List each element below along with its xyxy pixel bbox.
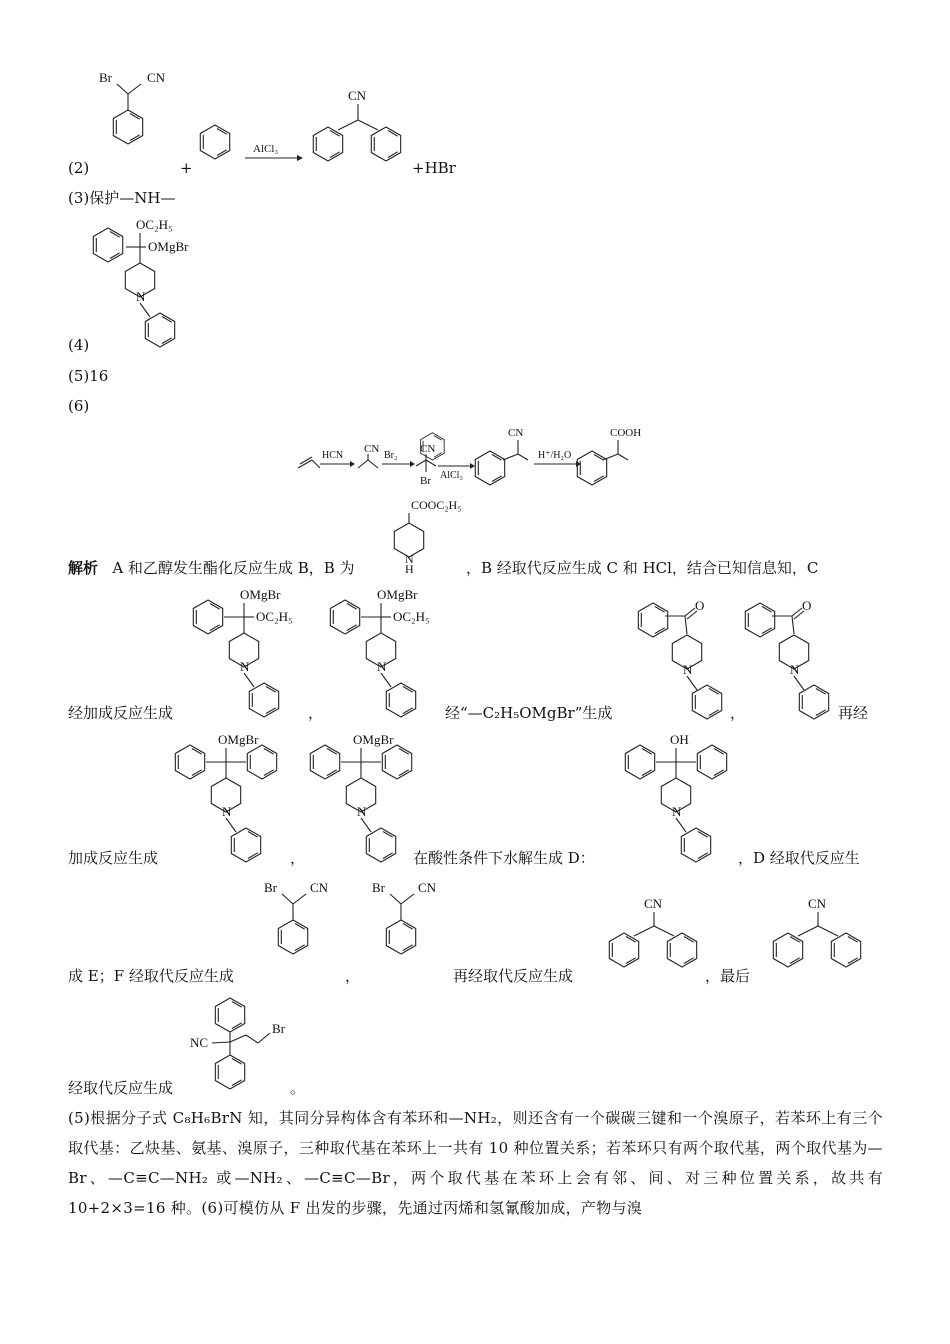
item-2-label: (2): [68, 159, 90, 177]
svg-text:Br: Br: [420, 475, 431, 487]
analysis-text-4b: 再经取代反应生成: [453, 967, 574, 985]
item-3-text: (3)保护—NH—: [68, 189, 176, 207]
svg-text:CN: CN: [508, 427, 524, 439]
analysis-text-2b: 经“—C₂H₅OMgBr”生成: [445, 704, 613, 722]
svg-text:OC₂H₅: OC₂H₅: [393, 609, 430, 624]
item-5-answer: (5)16: [68, 367, 109, 385]
comma: ，: [345, 967, 361, 985]
svg-text:N: N: [683, 662, 693, 677]
svg-text:AlCl₃: AlCl₃: [253, 143, 279, 155]
diphenyl-omgbr-structure-2: [305, 730, 425, 865]
svg-text:OMgBr: OMgBr: [377, 587, 418, 602]
analysis-label: 解析: [68, 559, 99, 577]
item-4-label: (4): [68, 336, 90, 354]
analysis-text-2a: 经加成反应生成: [68, 704, 174, 722]
svg-text:OMgBr: OMgBr: [240, 587, 281, 602]
ketone-structure-2: [742, 592, 842, 722]
analysis-text-1a: A 和乙醇发生酯化反应生成 B，B 为: [112, 559, 355, 577]
analysis-text-4a: 成 E；F 经取代反应生成: [68, 967, 234, 985]
compound-d-structure: [620, 730, 740, 865]
svg-text:N: N: [790, 662, 800, 677]
analysis-text-5b: 。: [290, 1079, 306, 1097]
analysis-text-2c: 再经: [838, 704, 869, 722]
analysis-text-5a: 经取代反应生成: [68, 1079, 174, 1097]
svg-text:H⁺/H₂O: H⁺/H₂O: [538, 450, 572, 461]
svg-text:Br: Br: [99, 70, 112, 85]
analysis-line-1: [68, 558, 355, 578]
analysis-text-4c: ，最后: [705, 967, 751, 985]
analysis-text-3c: ，D 经取代反应生: [738, 849, 860, 867]
svg-text:Br₂: Br₂: [384, 450, 398, 461]
svg-text:N: N: [357, 804, 367, 819]
plus-sign: +: [180, 159, 193, 177]
alcl3-arrow: [245, 140, 305, 170]
c-omgbr-oc2h5-structure-2: [325, 585, 455, 720]
svg-text:CN: CN: [644, 896, 663, 911]
svg-text:H: H: [405, 562, 414, 576]
comma: ，: [308, 704, 324, 722]
svg-text:N: N: [672, 804, 682, 819]
comma: ，: [290, 849, 306, 867]
svg-text:COOC₂H₅: COOC₂H₅: [411, 498, 462, 512]
svg-text:N: N: [377, 659, 387, 674]
svg-text:OMgBr: OMgBr: [218, 732, 259, 747]
diphenylacetonitrile-structure-2: [762, 890, 872, 980]
svg-text:COOH: COOH: [610, 427, 642, 439]
svg-text:N: N: [405, 552, 414, 566]
svg-text:CN: CN: [364, 443, 380, 455]
diphenylacetonitrile-structure: [300, 82, 410, 182]
item-6-label: (6): [68, 397, 90, 415]
svg-text:Br: Br: [264, 880, 277, 895]
comma: ，: [730, 704, 746, 722]
item-4-structure: [88, 215, 228, 350]
svg-text:CN: CN: [147, 70, 166, 85]
svg-text:NC: NC: [190, 1035, 209, 1050]
hbr-product: +HBr: [412, 159, 456, 177]
analysis-paragraph: (5)根据分子式 C₈H₆BrN 知，其同分异构体含有苯环和—NH₂，则还含有一个碳碳三键和一个溴原子，若苯环上有三个取代基：乙炔基、氨基、溴原子，三种取代基在苯环上一共有 10 种位置关系；若苯环只有两个取代基，两个取代基为—Br、—C≡C—NH₂ 或—NH₂、—C≡C—Br，两个取代基在苯环上会有邻、间、对三种位置关系，故共有 10+2×3=16 种。(6)可模仿从 F 出发的步骤，先通过丙烯和氢氰酸加成，产物与溴: [68, 1109, 883, 1217]
svg-text:Br: Br: [372, 880, 385, 895]
svg-text:OC₂H₅: OC₂H₅: [256, 609, 293, 624]
svg-text:N: N: [240, 659, 250, 674]
svg-text:OH: OH: [670, 732, 689, 747]
svg-text:N: N: [136, 289, 146, 304]
synthesis-route: [298, 420, 658, 495]
svg-text:CN: CN: [418, 880, 437, 895]
ketone-structure-1: [635, 592, 735, 722]
svg-text:Br: Br: [272, 1021, 285, 1036]
svg-text:OC₂H₅: OC₂H₅: [136, 217, 173, 232]
svg-text:CN: CN: [420, 443, 436, 455]
c-omgbr-oc2h5-structure-1: [188, 585, 318, 720]
diphenyl-omgbr-structure-1: [170, 730, 290, 865]
svg-text:CN: CN: [808, 896, 827, 911]
svg-text:CN: CN: [310, 880, 329, 895]
ester-piperidine-structure: [395, 495, 475, 575]
diphenylacetonitrile-structure-1: [598, 890, 708, 980]
analysis-text-3b: 在酸性条件下水解生成 D：: [413, 849, 595, 867]
bromophenylacetonitrile-structure-1: [262, 872, 352, 982]
benzene-structure: [195, 118, 240, 168]
svg-text:O: O: [802, 598, 812, 613]
svg-text:O: O: [695, 598, 705, 613]
svg-text:CN: CN: [348, 88, 367, 103]
svg-text:AlCl₃: AlCl₃: [440, 470, 463, 481]
svg-text:OMgBr: OMgBr: [353, 732, 394, 747]
svg-text:N: N: [222, 804, 232, 819]
svg-text:OMgBr: OMgBr: [148, 239, 189, 254]
svg-text:HCN: HCN: [322, 450, 344, 461]
analysis-text-1b: ，B 经取代反应生成 C 和 HCl，结合已知信息知，C: [466, 559, 819, 577]
analysis-text-3a: 加成反应生成: [68, 849, 159, 867]
bromophenylacetonitrile-structure-2: [370, 872, 460, 982]
